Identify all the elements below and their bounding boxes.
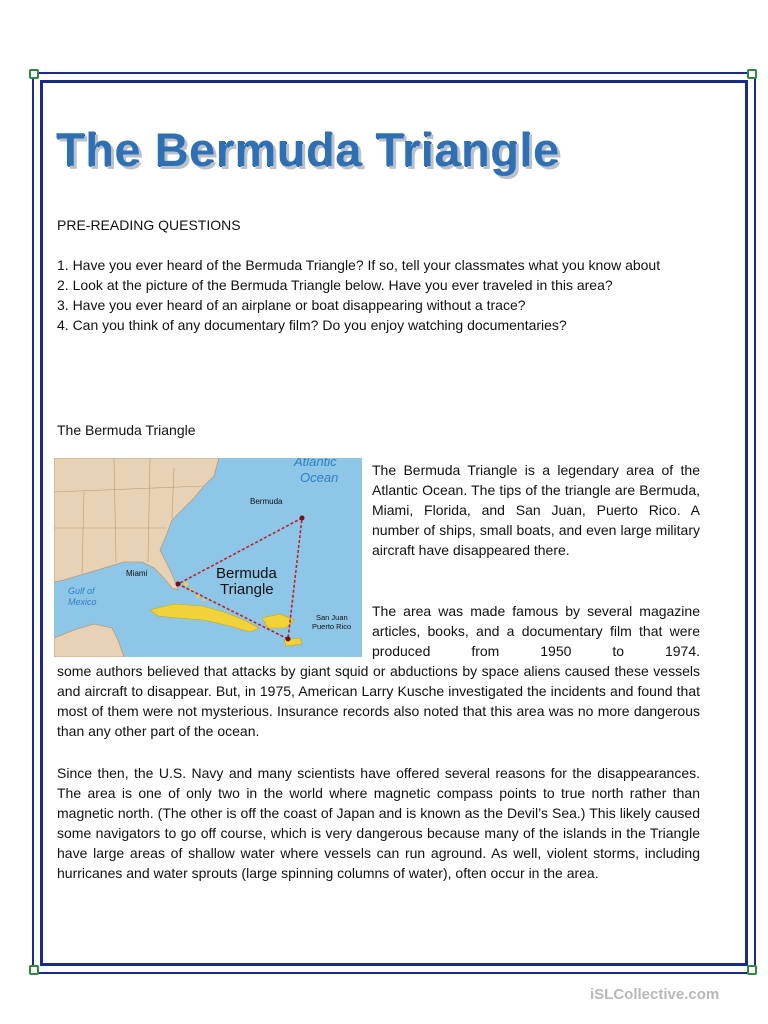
- border-corner-bottom-left: [29, 965, 39, 975]
- border-corner-top-right: [747, 69, 757, 79]
- miami-marker: [176, 582, 181, 587]
- border-corner-bottom-right: [747, 965, 757, 975]
- bermuda-marker: [300, 516, 305, 521]
- san-juan-label: Puerto Rico: [312, 622, 352, 631]
- reading-paragraph-2-continued: some authors believed that attacks by giant squid or abductions by space aliens caused these vessels and aircraft to disappear. But, in 1975, American Larry Kusche investigated the incidents and found that most of them were not mysterious. Insurance records also noted that this area was no more dangerous than any other part of the ocean.: [57, 663, 700, 739]
- miami-label: Miami: [126, 569, 148, 578]
- san-juan-label: San Juan: [316, 613, 348, 622]
- ocean-label: Atlantic: [294, 458, 337, 469]
- page-title: The Bermuda Triangle: [56, 123, 560, 176]
- gulf-label: Gulf of: [68, 586, 95, 596]
- ocean-label: Ocean: [300, 470, 339, 485]
- triangle-label: Bermuda: [216, 565, 277, 582]
- question-item: 4. Can you think of any documentary film? Do you enjoy watching documentaries?: [57, 317, 567, 333]
- reading-paragraph-3: Since then, the U.S. Navy and many scientists have offered several reasons for the disappearances. The area is one of only two in the world where magnetic compass points to true north rather than magnetic north. (The other is off the coast of Japan and is known as the Devil’s Sea.) This likely caused some navigators to go off course, which is very dangerous because many of the islands in the Triangle have large areas of shallow water where vessels can run aground. As well, violent storms, including hurricanes and water sprouts (large spinning columns of water), often occur in the area.: [57, 765, 700, 881]
- border-corner-top-left: [29, 69, 39, 79]
- site-watermark: iSLCollective.com: [590, 986, 720, 1003]
- reading-heading: The Bermuda Triangle: [57, 422, 196, 438]
- prereading-question-list: [57, 255, 717, 335]
- gulf-label: Mexico: [68, 597, 97, 607]
- reading-paragraph-2-start: The area was made famous by several magazine articles, books, and a documentary film that were produced from 1950 to 1974.: [372, 603, 700, 659]
- reading-paragraph-1: The Bermuda Triangle is a legendary area of the Atlantic Ocean. The tips of the triangle are Bermuda, Miami, Florida, and San Juan, Puerto Rico. A number of ships, small boats, and even large military aircraft have disappeared there.: [372, 462, 700, 558]
- bermuda-label: Bermuda: [250, 497, 283, 506]
- san-juan-marker: [286, 637, 291, 642]
- question-item: 3. Have you ever heard of an airplane or boat disappearing without a trace?: [57, 297, 526, 313]
- prereading-heading: PRE-READING QUESTIONS: [57, 217, 241, 233]
- question-item: 2. Look at the picture of the Bermuda Triangle below. Have you ever traveled in this area?: [57, 277, 613, 293]
- triangle-label: Triangle: [220, 581, 274, 598]
- bermuda-triangle-map: [54, 458, 362, 657]
- question-item: 1. Have you ever heard of the Bermuda Triangle? If so, tell your classmates what you know about: [57, 257, 661, 273]
